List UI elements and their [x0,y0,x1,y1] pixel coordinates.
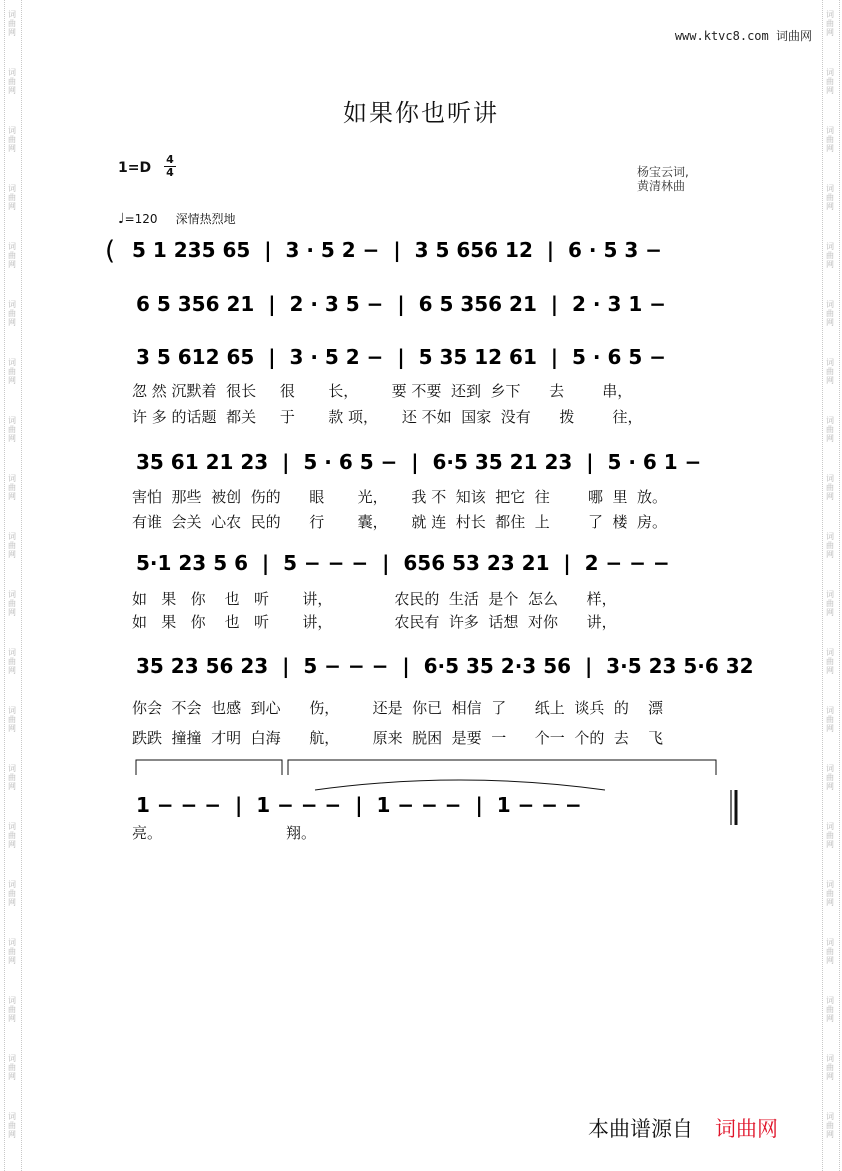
opening-parenthesis: ( [105,236,116,266]
watermark-glyph-group: 词 曲 网 [8,1054,16,1081]
notation-row-7 [136,793,582,817]
notation-row-6 [136,654,754,678]
volta-bracket-2 [288,760,716,775]
watermark-glyph-group: 词 曲 网 [826,996,834,1023]
notation-row-5-text: 5·1 23 5 6 | 5 − − − | 656 53 23 21 | 2 − − − [136,551,670,575]
watermark-glyph-group: 词 曲 网 [8,590,16,617]
footer-brand: 词曲网 [715,1117,778,1141]
watermark-glyph-group: 词 曲 网 [826,68,834,95]
watermark-glyph-group: 词 曲 网 [826,242,834,269]
watermark-glyph-group: 词 曲 网 [826,590,834,617]
watermark-glyph-group: 词 曲 网 [8,648,16,675]
key-signature: 1=D [118,160,152,176]
watermark-glyph-group: 词 曲 网 [8,300,16,327]
watermark-glyph-group: 词 曲 网 [8,126,16,153]
watermark-glyph-group: 词 曲 网 [826,648,834,675]
quarter-note-icon: ♩ [118,211,125,227]
notation-row-2 [136,292,666,316]
watermark-glyph-group: 词 曲 网 [826,532,834,559]
watermark-glyph-group: 词 曲 网 [8,10,16,37]
watermark-glyph-group: 词 曲 网 [8,416,16,443]
watermark-glyph-group: 词 曲 网 [826,358,834,385]
composer: 黄清林曲 [637,179,686,193]
watermark-glyph-group: 词 曲 网 [826,706,834,733]
watermark-glyph-group: 词 曲 网 [826,184,834,211]
notation-row-6-text: 35 23 56 23 | 5 − − − | 6·5 35 2·3 56 | 3·5 23 5·6 32 [136,654,754,678]
lyrics-row-4: 有谁 会关 心农 民的 行 囊， 就 连 村长 都住 上 了 楼 房。 [132,513,668,531]
notation-row-1-text: 5 1 235 65 | 3 · 5 2 − | 3 5 656 12 | 6 · 5 3 − [132,238,662,262]
footer-source-text: 本曲谱源自 [588,1117,693,1141]
lyrics-row-6: 如 果 你 也 听 讲， 农民有 许多 话想 对你 讲， [132,613,617,631]
lyrics-row-2: 许 多 的话题 都关 于 款 项， 还 不如 国家 没有 拨 往， [132,408,643,426]
watermark-glyph-group: 词 曲 网 [8,242,16,269]
notation-row-2-text: 6 5 356 21 | 2 · 3 5 − | 6 5 356 21 | 2 · 3 1 − [136,292,666,316]
watermark-glyph-group: 词 曲 网 [826,126,834,153]
time-signature-bottom: 4 [166,166,174,179]
watermark-glyph-group: 词 曲 网 [826,1054,834,1081]
notation-row-7-text: 1 − − − | 1 − − − | 1 − − − | 1 − − − [136,793,582,817]
notation-row-3 [136,345,666,369]
volta-bracket-1 [136,760,282,775]
watermark-glyph-group: 词 曲 网 [826,880,834,907]
watermark-glyph-group: 词 曲 网 [8,822,16,849]
watermark-glyph-group: 词 曲 网 [826,822,834,849]
watermark-glyph-group: 词 曲 网 [8,68,16,95]
page-title: 如果你也听讲 [343,99,499,127]
lyrics-row-1: 忽 然 沉默着 很长 很 长， 要 不要 还到 乡下 去 串， [132,382,633,400]
watermark-glyph-group: 词 曲 网 [8,880,16,907]
watermark-glyph-group: 词 曲 网 [8,184,16,211]
footer-source[interactable] [588,1113,778,1143]
time-signature-top: 4 [166,153,174,166]
notation-row-4-text: 35 61 21 23 | 5 · 6 5 − | 6·5 35 21 23 | 5 · 6 1 − [136,450,702,474]
tempo-value: =120 [124,212,158,226]
watermark-glyph-group: 词 曲 网 [826,10,834,37]
site-url-text: www.ktvc8.com [674,29,769,43]
watermark-glyph-group: 词 曲 网 [826,300,834,327]
watermark-glyph-group: 词 曲 网 [8,764,16,791]
watermark-glyph-group: 词 曲 网 [8,1112,16,1139]
notation-row-5 [136,551,670,575]
lyrics-row-9: 亮。 翔。 [132,824,316,842]
notation-row-4 [136,450,701,474]
tie-slur [315,780,605,790]
lyrics-row-8: 跌跌 撞撞 才明 白海 航， 原来 脱困 是要 一 个一 个的 去 飞 [132,729,663,747]
watermark-glyph-group: 词 曲 网 [826,416,834,443]
notation-row-1 [132,238,662,262]
watermark-glyph-group: 词 曲 网 [8,706,16,733]
watermark-glyph-group: 词 曲 网 [826,474,834,501]
watermark-glyph-group: 词 曲 网 [8,938,16,965]
expression-mark: 深情热烈地 [175,212,236,226]
watermark-glyph-group: 词 曲 网 [826,938,834,965]
watermark-glyph-group: 词 曲 网 [8,532,16,559]
lyrics-row-3: 害怕 那些 被创 伤的 眼 光， 我 不 知该 把它 往 哪 里 放。 [132,488,668,506]
watermark-glyph-group: 词 曲 网 [8,474,16,501]
lyrics-row-5: 如 果 你 也 听 讲， 农民的 生活 是个 怎么 样， [132,590,617,608]
lyrics-row-7: 你会 不会 也感 到心 伤， 还是 你已 相信 了 纸上 谈兵 的 漂 [132,699,663,717]
watermark-glyph-group: 词 曲 网 [8,996,16,1023]
lyricist: 杨宝云词, [637,165,689,179]
watermark-glyph-group: 词 曲 网 [826,1112,834,1139]
site-name: 词曲网 [775,29,812,43]
watermark-glyph-group: 词 曲 网 [8,358,16,385]
notation-row-3-text: 3 5 612 65 | 3 · 5 2 − | 5 35 12 61 | 5 · 6 5 − [136,345,666,369]
watermark-glyph-group: 词 曲 网 [826,764,834,791]
